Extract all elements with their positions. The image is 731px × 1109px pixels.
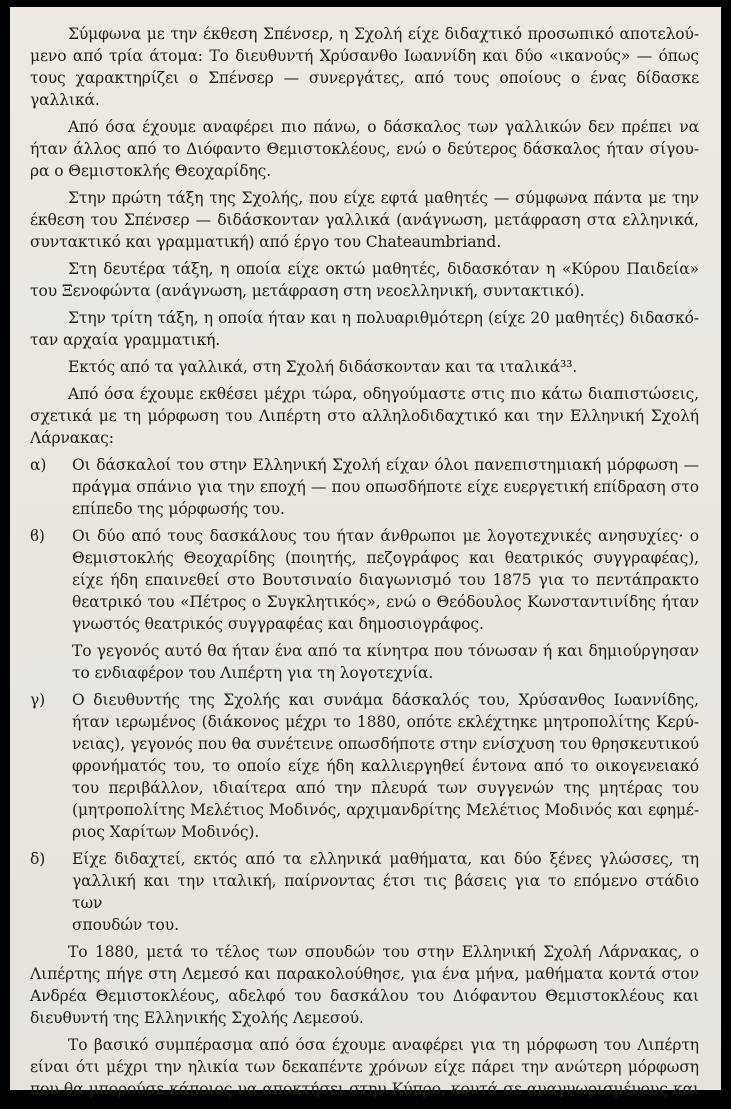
list-item — [30, 525, 699, 635]
text-line: τους χαρακτηρίζει ο Σπένσερ — συνεργάτες, από τους οποίους ο ένας δίδασκε — [30, 69, 699, 87]
text-line: μενο από τρία άτομα: Το διευθυντή Χρύσανθο Ιωαννίδη και δύο «ικανούς» — όπως — [30, 47, 699, 65]
text-line: Σύμφωνα με την έκθεση Σπένσερ, η Σχολή είχε διδαχτικό προσωπικό αποτελού- — [68, 25, 699, 43]
text-line: Λάρνακας: — [30, 429, 114, 447]
text-line: του περιβάλλον, ιδιαίτερα από την πλευρά των συγγενών της μητέρας του — [72, 779, 699, 797]
text-line: ρα ο Θεμιστοκλής Θεοχαρίδης. — [30, 162, 272, 180]
text-line: είχε ήδη επαινεθεί στο Βουτσιναίο διαγωνισμό του 1875 για το πεντάπρακτο — [72, 571, 699, 589]
text-line: Οι δύο από τους δασκάλους του ήταν άνθρωποι με λογοτεχνικές ανησυχίες· ο — [72, 527, 699, 545]
list-marker: α) — [30, 456, 47, 474]
text-line: γαλλικά. — [30, 91, 100, 109]
text-line: ταν αρχαία γραμματική. — [30, 331, 221, 349]
text-line: Στη δευτέρα τάξη, η οποία είχε οκτώ μαθητές, διδασκόταν η «Κύρου Παιδεία» — [68, 260, 699, 278]
text-line: επίπεδο της μόρφωσής του. — [72, 500, 285, 518]
text-line: (μητροπολίτης Μελέτιος Μοδινός, αρχιμανδρίτης Μελέτιος Μοδινός και εφημέ- — [72, 801, 699, 819]
text-line: Το γεγονός αυτό θα ήταν ένα από τα κίνητρα που τόνωσαν ή και δημιούργησαν — [72, 642, 699, 660]
text-line: ήταν άλλος από το Διόφαντο Θεμιστοκλέους, ενώ ο δεύτερος δάσκαλος ήταν σίγου- — [30, 140, 699, 158]
text-line: Ο διευθυντής της Σχολής και συνάμα δάσκαλός του, Χρύσανθος Ιωαννίδης, — [72, 691, 699, 709]
text-line: Από όσα έχουμε αναφέρει πιο πάνω, ο δάσκαλος των γαλλικών δεν πρέπει να — [68, 118, 699, 136]
paragraph — [30, 383, 699, 449]
paragraph — [30, 307, 699, 351]
text-line: έκθεση του Σπένσερ — διδάσκονταν γαλλικά (ανάγνωση, μετάφραση στα ελληνικά, — [30, 211, 699, 229]
paragraph — [30, 23, 699, 111]
paragraph — [30, 1034, 699, 1100]
text-line: ριος Χαρίτων Μοδινός). — [72, 823, 260, 841]
text-line: θεατρικό του «Πέτρος ο Συγκλητικός», ενώ ο Θεόδουλος Κωνσταντινίδης ήταν — [72, 593, 699, 611]
text-line: σπουδών του. — [72, 916, 179, 934]
text-line: το ενδιαφέρον του Λιπέρτη για τη λογοτεχνία. — [72, 664, 434, 682]
text-line: φρονήματός του, το οποίο είχε ήδη καλλιεργηθεί έντονα από το οικογενειακό — [72, 757, 699, 775]
paragraph — [30, 116, 699, 182]
text-line: συντακτικό και γραμματική) από έργο του Chateaumbriand. — [30, 233, 502, 251]
text-line: Το 1880, μετά το τέλος των σπουδών του στην Ελληνική Σχολή Λάρνακας, ο — [68, 943, 699, 961]
text-line: γνωστός θεατρικός συγγραφέας και δημοσιογράφος. — [72, 615, 484, 633]
text-line: Ανδρέα Θεμιστοκλέους, αδελφό του δασκάλου του Διόφαντου Θεμιστοκλέους και — [30, 987, 699, 1005]
text-line: Λιπέρτης πήγε στη Λεμεσό και παρακολούθησε, για ένα μήνα, μαθήματα κοντά στον — [30, 965, 699, 983]
text-line: νειας), γεγονός που θα συνέτεινε οπωσδήποτε στην ενίσχυση του θρησκευτικού — [72, 735, 699, 753]
text-line: Είχε διδαχτεί, εκτός από τα ελληνικά μαθήματα, και δύο ξένες γλώσσες, τη — [72, 850, 699, 868]
paragraph — [30, 356, 699, 378]
text-line: Εκτός από τα γαλλικά, στη Σχολή διδάσκονταν και τα ιταλικά³³. — [68, 358, 578, 376]
text-line: του Ξενοφώντα (ανάγνωση, μετάφραση στη νεοελληνική, συντακτικό). — [30, 282, 585, 300]
text-line: Το βασικό συμπέρασμα από όσα έχουμε αναφέρει για τη μόρφωση του Λιπέρτη — [68, 1036, 699, 1054]
paragraph — [30, 258, 699, 302]
list-marker: γ) — [30, 691, 46, 709]
text-line: Οι δάσκαλοί του στην Ελληνική Σχολή είχαν όλοι πανεπιστημιακή μόρφωση — — [72, 456, 699, 474]
text-line: Στην πρώτη τάξη της Σχολής, που είχε εφτά μαθητές — σύμφωνα πάντα με την — [68, 189, 699, 207]
list-item — [30, 454, 699, 520]
text-line: είναι ότι μέχρι την ηλικία των δεκαπέντε χρόνων είχε πάρει την ανώτερη μόρφωση — [30, 1058, 699, 1076]
text-line: Από όσα έχουμε εκθέσει μέχρι τώρα, οδηγούμαστε στις πιο κάτω διαπιστώσεις, — [68, 385, 699, 403]
text-line: ήταν ιερωμένος (διάκονος μέχρι το 1880, οπότε εκλέχτηκε μητροπολίτης Κερύ- — [72, 713, 699, 731]
paragraph — [30, 941, 699, 1029]
text-line: σχετικά με τη μόρφωση του Λιπέρτη στο αλληλοδιδαχτικό και την Ελληνική Σχολή — [30, 407, 699, 425]
paragraph — [30, 187, 699, 253]
text-block — [10, 7, 721, 1100]
text-line: διευθυντή της Ελληνικής Σχολής Λεμεσού. — [30, 1009, 364, 1027]
list-item — [30, 640, 699, 684]
text-line: γαλλική και την ιταλική, παίρνοντας έτσι τις βάσεις για το επόμενο στάδιο των — [72, 872, 699, 912]
text-line: πράγμα σπάνιο για την εποχή — που οπωσδήποτε είχε ευεργετική επίδραση στο — [72, 478, 699, 496]
list-marker: δ) — [30, 850, 46, 868]
list-item — [30, 848, 699, 936]
list-item — [30, 689, 699, 843]
text-line: που θα μπορούσε κάποιος να αποκτήσει στην Κύπρο, κοντά σε αναγνωρισμένους και — [30, 1080, 699, 1098]
list-marker: ϐ) — [30, 527, 45, 545]
text-line: Θεμιστοκλής Θεοχαρίδης (ποιητής, πεζογράφος και θεατρικός συγγραφέας), — [72, 549, 699, 567]
page-background — [10, 7, 721, 1098]
text-line: Στην τρίτη τάξη, η οποία ήταν και η πολυαριθμότερη (είχε 20 μαθητές) διδασκό- — [68, 309, 699, 327]
